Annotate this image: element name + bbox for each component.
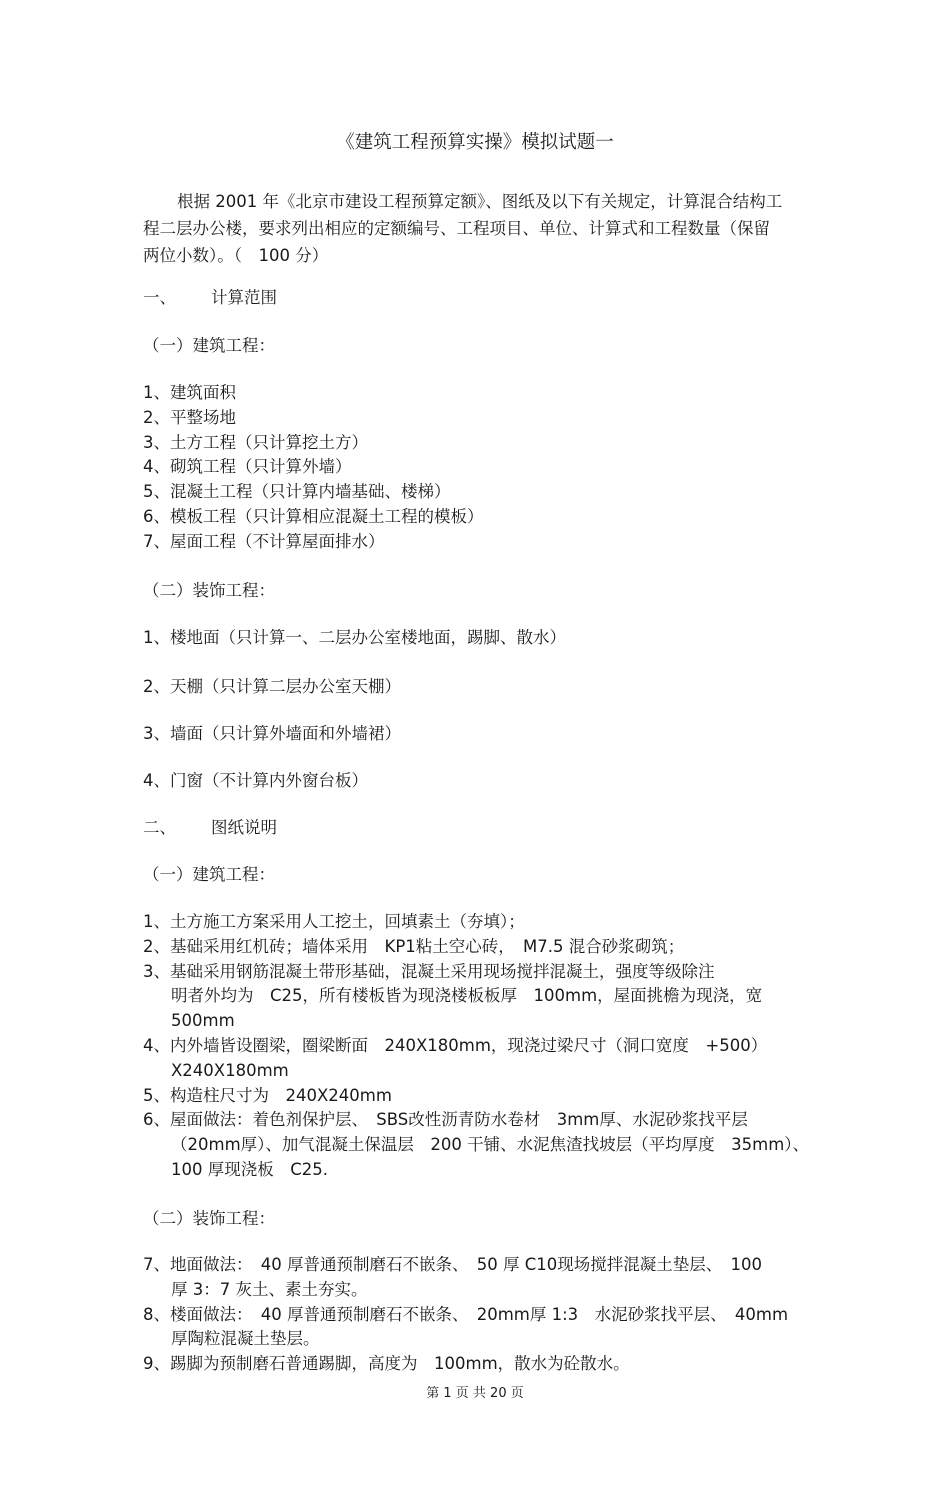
list-item-continuation: 100 厚现浇板 C25. [171,1159,328,1179]
section-2-list-1 [143,910,809,1183]
section-2-subheading-2: （二）装饰工程： [143,1209,275,1228]
list-item: 2、基础采用红机砖；墙体采用 KP1粘土空心砖， M7.5 混合砂浆砌筑； [143,936,685,956]
section-1-subheading-2: （二）装饰工程： [143,581,275,600]
section-2-list-2 [143,1253,788,1377]
list-item-continuation: （20mm厚）、加气混凝土保温层 200 干铺、水泥焦渣找坡层（平均厚度 35mm）、 [171,1135,810,1155]
list-item: 6、模板工程（只计算相应混凝土工程的模板） [143,506,484,526]
list-item: 3、基础采用钢筋混凝土带形基础，混凝土采用现场搅拌混凝土，强度等级除注 [143,961,715,981]
section-2-subheading-1: （一）建筑工程： [143,865,275,884]
list-item: 7、屋面工程（不计算屋面排水） [143,531,385,551]
list-item: 1、楼地面（只计算一、二层办公室楼地面，踢脚、散水） [143,628,566,647]
section-1-list-1 [143,381,484,555]
list-item: 4、门窗（不计算内外窗台板） [143,771,368,790]
list-item: 7、地面做法： 40 厚普通预制磨石不嵌条、 50 厚 C10现场搅拌混凝土垫层、 100 [143,1255,762,1274]
section-1-heading [143,285,277,310]
section-1-title: 计算范围 [211,288,277,307]
list-item: 9、踢脚为预制磨石普通踢脚，高度为 100mm，散水为砼散水。 [143,1354,630,1374]
section-2-title: 图纸说明 [211,818,277,837]
section-2-heading [143,815,277,840]
section-2-number: 二、 [143,818,176,837]
list-item: 4、砌筑工程（只计算外墙） [143,457,352,477]
list-item: 8、楼面做法： 40 厚普通预制磨石不嵌条、 20mm厚 1:3 水泥砂浆找平层、 40mm [143,1304,789,1324]
list-item: 2、平整场地 [143,407,236,427]
list-item: 3、土方工程（只计算挖土方） [143,432,368,452]
list-item: 4、内外墙皆设圈梁，圈梁断面 240X180mm，现浇过梁尺寸（洞口宽度 +500） [143,1035,768,1055]
list-item: 6、屋面做法：着色剂保护层、 SBS改性沥青防水卷材 3mm厚、水泥砂浆找平层 [143,1110,748,1130]
list-item: 5、混凝土工程（只计算内墙基础、楼梯） [143,482,451,502]
list-item: 1、建筑面积 [143,383,236,402]
list-item: 3、墙面（只计算外墙面和外墙裙） [143,724,401,743]
intro-paragraph: 根据 2001 年《北京市建设工程预算定额》、图纸及以下有关规定，计算混合结构工程二层办公楼，要求列出相应的定额编号、工程项目、单位、计算式和工程数量（保留两位小数）。（ 100 分） [143,192,783,265]
list-item-continuation: 500mm [171,1011,235,1031]
list-item: 5、构造柱尺寸为 240X240mm [143,1085,392,1105]
list-item-continuation: 明者外均为 C25，所有楼板皆为现浇楼板板厚 100mm，屋面挑檐为现浇，宽 [171,986,763,1006]
list-item: 1、土方施工方案采用人工挖土，回填素土（夯填）； [143,912,525,931]
page-title: 《建筑工程预算实操》模拟试题一 [336,132,614,153]
list-item-continuation: X240X180mm [171,1060,289,1080]
section-1-subheading-1: （一）建筑工程： [143,336,275,355]
list-item-continuation: 厚陶粒混凝土垫层。 [171,1329,320,1349]
section-1-number: 一、 [143,288,176,307]
list-item-continuation: 厚 3：7 灰土、素土夯实。 [171,1279,368,1299]
page-footer: 第 1 页 共 20 页 [426,1386,524,1401]
list-item: 2、天棚（只计算二层办公室天棚） [143,677,401,696]
